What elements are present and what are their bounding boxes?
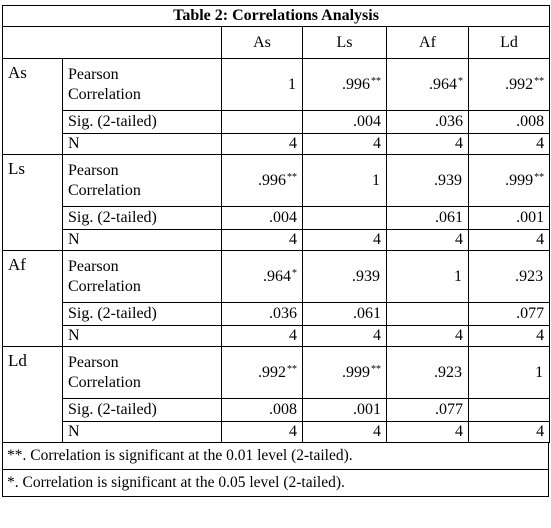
n-value: 4 (387, 134, 469, 155)
pearson-value-cell (387, 59, 469, 111)
stat-label-line: Pearson (68, 257, 119, 275)
header-row (3, 27, 550, 59)
column-header: Ls (303, 27, 387, 59)
n-value: 4 (469, 230, 550, 251)
pearson-value-cell (469, 155, 550, 207)
pearson-value: 1 (372, 171, 380, 189)
n-value: 4 (387, 326, 469, 347)
row-variable-label: As (3, 59, 63, 155)
table-title: Table 2: Correlations Analysis (3, 6, 550, 27)
pearson-value-cell (387, 155, 469, 207)
n-value: 4 (469, 134, 550, 155)
stat-label-pearson (63, 155, 222, 207)
pearson-value-cell (303, 347, 387, 399)
significance-marker: ** (287, 363, 297, 375)
stat-label-n: N (63, 422, 222, 443)
stat-label-line: Pearson (68, 353, 119, 371)
sig-value: .001 (469, 207, 550, 230)
significance-marker: ** (371, 75, 381, 87)
stat-label-line: Pearson (68, 161, 119, 179)
stat-label-line: Correlation (68, 85, 141, 103)
n-row (3, 134, 550, 155)
sig-value: .036 (222, 303, 303, 326)
sig-row (3, 303, 550, 326)
sig-value: .008 (469, 111, 550, 134)
column-header: Ld (469, 27, 550, 59)
significance-marker: * (458, 75, 463, 87)
pearson-value: 1 (288, 75, 296, 93)
stat-label-n: N (63, 326, 222, 347)
pearson-value-cell (387, 347, 469, 399)
n-value: 4 (222, 326, 303, 347)
sig-row (3, 111, 550, 134)
pearson-value-cell (303, 251, 387, 303)
n-row (3, 326, 550, 347)
pearson-value-cell (387, 251, 469, 303)
pearson-value: .996 (342, 75, 370, 93)
sig-value: .061 (387, 207, 469, 230)
pearson-value: .992 (258, 363, 286, 381)
correlations-table (2, 5, 550, 443)
table-body (3, 6, 550, 443)
n-value: 4 (469, 422, 550, 443)
stat-label-sig: Sig. (2-tailed) (63, 207, 222, 230)
row-variable-label: Ls (3, 155, 63, 251)
pearson-value: .923 (434, 363, 462, 381)
pearson-value-cell (469, 347, 550, 399)
significance-marker: ** (371, 363, 381, 375)
pearson-row (3, 155, 550, 207)
sig-value (303, 207, 387, 230)
sig-value: .061 (303, 303, 387, 326)
significance-marker: ** (534, 171, 545, 183)
column-header: As (222, 27, 303, 59)
significance-marker: ** (534, 75, 545, 87)
header-corner (3, 27, 222, 59)
pearson-value: .996 (258, 171, 286, 189)
sig-value (387, 303, 469, 326)
pearson-value: .923 (515, 267, 544, 285)
table-notes (2, 443, 549, 497)
stat-label-pearson (63, 347, 222, 399)
significance-marker: * (292, 267, 297, 279)
n-value: 4 (303, 134, 387, 155)
n-value: 4 (303, 326, 387, 347)
pearson-value: .964 (263, 267, 291, 285)
stat-label-line: Correlation (68, 277, 141, 295)
pearson-value-cell (303, 59, 387, 111)
stat-label-pearson (63, 59, 222, 111)
pearson-value: .999 (342, 363, 370, 381)
stat-label-line: Correlation (68, 373, 141, 391)
sig-row (3, 207, 550, 230)
footnote-005: *. Correlation is significant at the 0.05 level (2-tailed). (2, 470, 549, 497)
stat-label-n: N (63, 230, 222, 251)
sig-value: .004 (303, 111, 387, 134)
n-value: 4 (222, 422, 303, 443)
pearson-value: 1 (535, 363, 544, 381)
n-value: 4 (303, 422, 387, 443)
n-value: 4 (469, 326, 550, 347)
sig-value: .008 (222, 399, 303, 422)
stat-label-sig: Sig. (2-tailed) (63, 399, 222, 422)
column-header: Af (387, 27, 469, 59)
footnote-001: **. Correlation is significant at the 0.01 level (2-tailed). (2, 443, 549, 470)
stat-label-line: Correlation (68, 181, 141, 199)
n-value: 4 (303, 230, 387, 251)
pearson-value-cell (469, 251, 550, 303)
sig-value (469, 399, 550, 422)
pearson-value: 1 (454, 267, 462, 285)
sig-value: .004 (222, 207, 303, 230)
row-variable-label: Ld (3, 347, 63, 443)
pearson-value-cell (222, 347, 303, 399)
pearson-value-cell (222, 59, 303, 111)
correlations-table-container (2, 5, 549, 497)
pearson-value-cell (469, 59, 550, 111)
pearson-value: .939 (434, 171, 462, 189)
significance-marker: ** (287, 171, 297, 183)
pearson-value: .999 (505, 171, 534, 189)
n-value: 4 (387, 422, 469, 443)
sig-value: .001 (303, 399, 387, 422)
stat-label-pearson (63, 251, 222, 303)
pearson-value: .964 (429, 75, 457, 93)
row-variable-label: Af (3, 251, 63, 347)
stat-label-line: Pearson (68, 65, 119, 83)
n-value: 4 (222, 134, 303, 155)
pearson-value: .992 (505, 75, 534, 93)
pearson-value-cell (222, 251, 303, 303)
sig-value: .036 (387, 111, 469, 134)
pearson-value-cell (222, 155, 303, 207)
sig-value: .077 (469, 303, 550, 326)
sig-value: .077 (387, 399, 469, 422)
n-value: 4 (222, 230, 303, 251)
pearson-row (3, 59, 550, 111)
n-row (3, 230, 550, 251)
pearson-value-cell (303, 155, 387, 207)
pearson-row (3, 347, 550, 399)
stat-label-sig: Sig. (2-tailed) (63, 303, 222, 326)
n-value: 4 (387, 230, 469, 251)
stat-label-sig: Sig. (2-tailed) (63, 111, 222, 134)
stat-label-n: N (63, 134, 222, 155)
pearson-row (3, 251, 550, 303)
sig-row (3, 399, 550, 422)
sig-value (222, 111, 303, 134)
n-row (3, 422, 550, 443)
pearson-value: .939 (352, 267, 380, 285)
